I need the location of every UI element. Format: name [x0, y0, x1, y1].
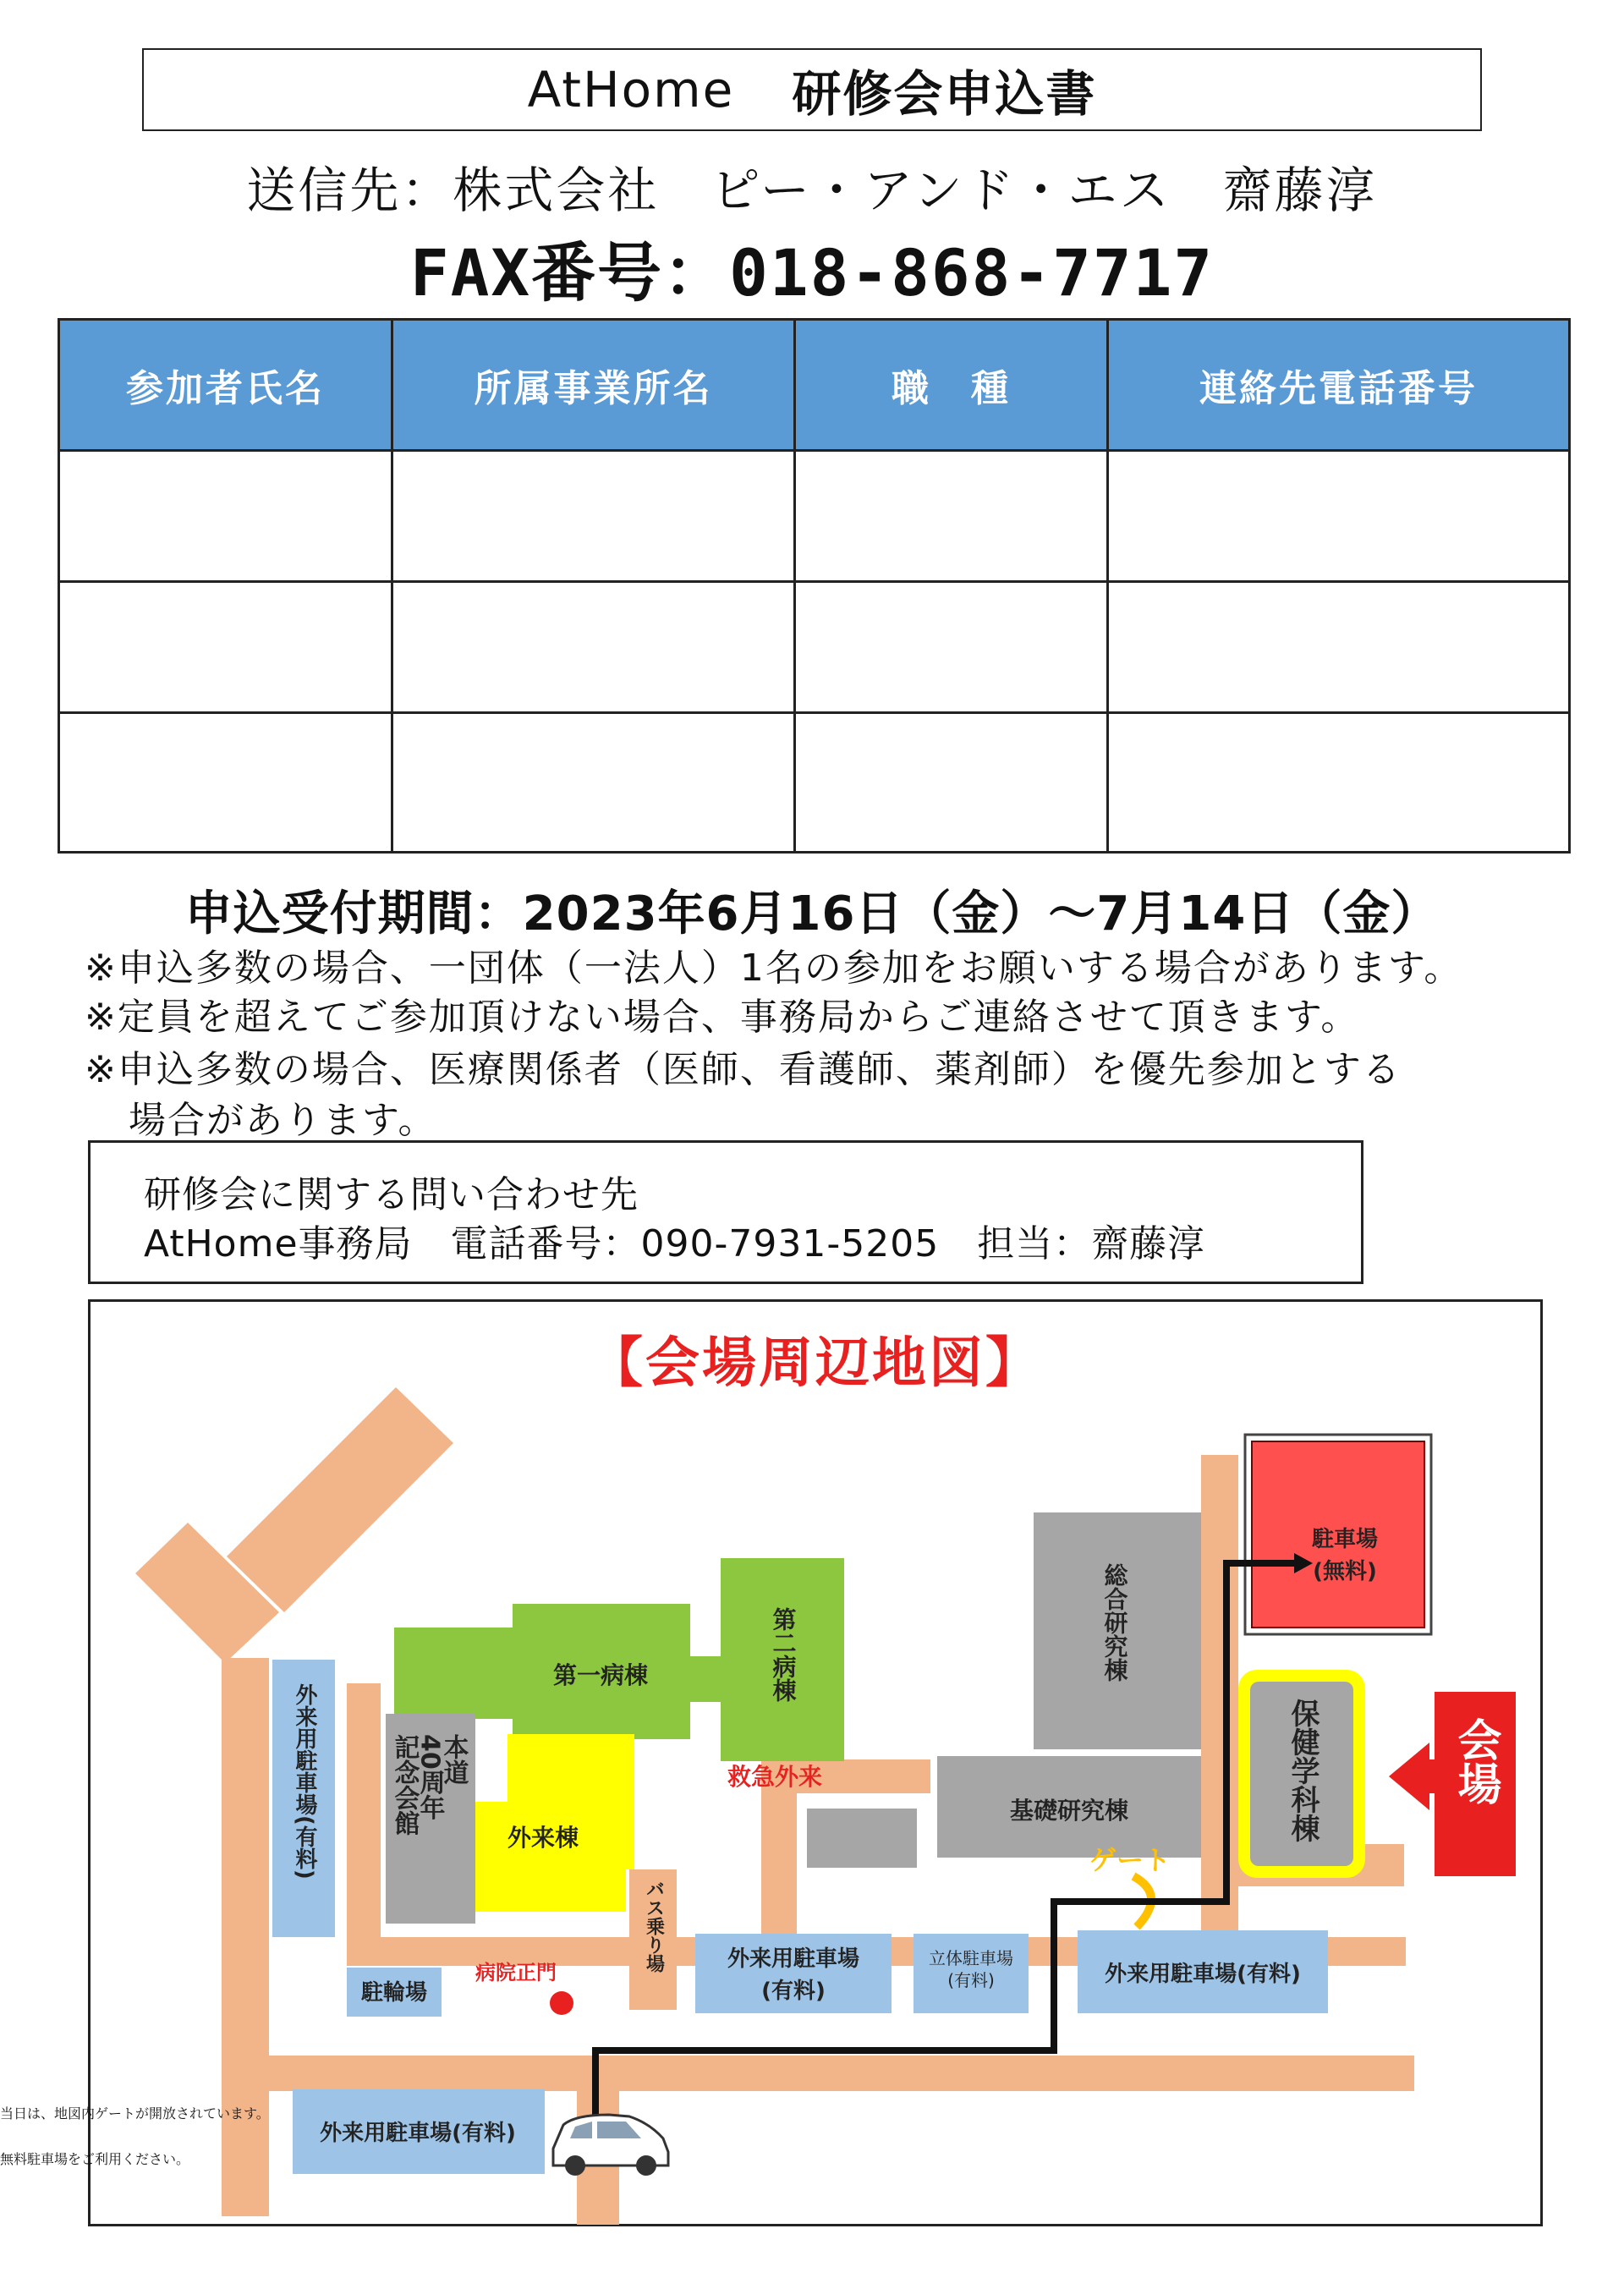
memorial-label-2: 40周年: [414, 1734, 445, 1820]
note-line: 場合があります。: [129, 1099, 437, 1142]
bike-parking-label: 駐輪場: [360, 1980, 428, 2006]
contact-heading: 研修会に関する問い合わせ先: [144, 1173, 639, 1216]
free-parking-sub: (無料): [1313, 1559, 1377, 1584]
outpatient-building: [474, 1734, 634, 1912]
free-parking-label: 駐車場: [1311, 1527, 1379, 1552]
parking-mid-label: 外来用駐車場: [727, 1946, 860, 1972]
contact-details: AtHome事務局 電話番号：090-7931-5205 担当：齋藤淳: [144, 1222, 1206, 1265]
general-research-label: 総合研究棟: [1100, 1563, 1129, 1682]
col-occupation: 職 種: [795, 320, 1108, 451]
memorial-label-1: 本道: [438, 1734, 469, 1785]
map-note: 無料駐車場をご利用ください。: [0, 2151, 190, 2167]
col-participant-name: 参加者氏名: [59, 320, 392, 451]
venue-label: 会場: [1450, 1717, 1501, 1805]
basic-research-label: 基礎研究棟: [1009, 1797, 1129, 1825]
parking-multi-sub: (有料): [947, 1970, 995, 1990]
parking-mid-sub: (有料): [761, 1979, 826, 2004]
ward2-label: 第二病棟: [769, 1607, 798, 1702]
car-icon: [553, 2115, 668, 2176]
col-phone: 連絡先電話番号: [1108, 320, 1570, 451]
map-note: 当日は、地図内ゲートが開放されています。: [0, 2105, 270, 2122]
parking-multi-label: 立体駐車場: [929, 1948, 1013, 1968]
recipient-line: 送信先：株式会社 ピー・アンド・エス 齋藤淳: [246, 162, 1378, 219]
emergency-label: 救急外来: [727, 1763, 823, 1791]
ward-connector: [677, 1656, 727, 1702]
small-gray-building: [807, 1809, 917, 1868]
fax-number: FAX番号：018-868-7717: [409, 235, 1215, 310]
health-science-label: 保健学科棟: [1286, 1699, 1320, 1842]
application-period: 申込受付期間：2023年6月16日（金）～7月14日（金）: [184, 886, 1440, 941]
ward1-label: 第一病棟: [552, 1661, 649, 1689]
title-document: 研修会申込書: [792, 65, 1097, 123]
main-gate-label: 病院正門: [475, 1961, 557, 1984]
memorial-label-3: 記念会館: [389, 1734, 420, 1836]
parking-left-label: 外来用駐車場(有料): [292, 1683, 317, 1880]
parking-bottom-label: 外来用駐車場(有料): [320, 2121, 516, 2146]
gate-label: ゲート: [1089, 1844, 1171, 1876]
main-gate-marker-icon: [550, 1991, 573, 2015]
parking-right-label: 外来用駐車場(有料): [1105, 1962, 1301, 1987]
note-line: ※定員を超えてご参加頂けない場合、事務局からご連絡させて頂きます。: [85, 996, 1360, 1039]
title-org: AtHome: [527, 61, 735, 118]
note-line: ※申込多数の場合、一団体（一法人）1名の参加をお願いする場合があります。: [85, 947, 1463, 990]
bus-stop-label: バス乗り場: [643, 1880, 665, 1973]
venue-arrow-icon: [1389, 1743, 1435, 1810]
outpatient-label: 外来棟: [507, 1824, 579, 1852]
map-title: 【会場周辺地図】: [589, 1332, 1042, 1395]
note-line: ※申込多数の場合、医療関係者（医師、看護師、薬剤師）を優先参加とする: [85, 1048, 1402, 1091]
col-office-name: 所属事業所名: [392, 320, 795, 451]
